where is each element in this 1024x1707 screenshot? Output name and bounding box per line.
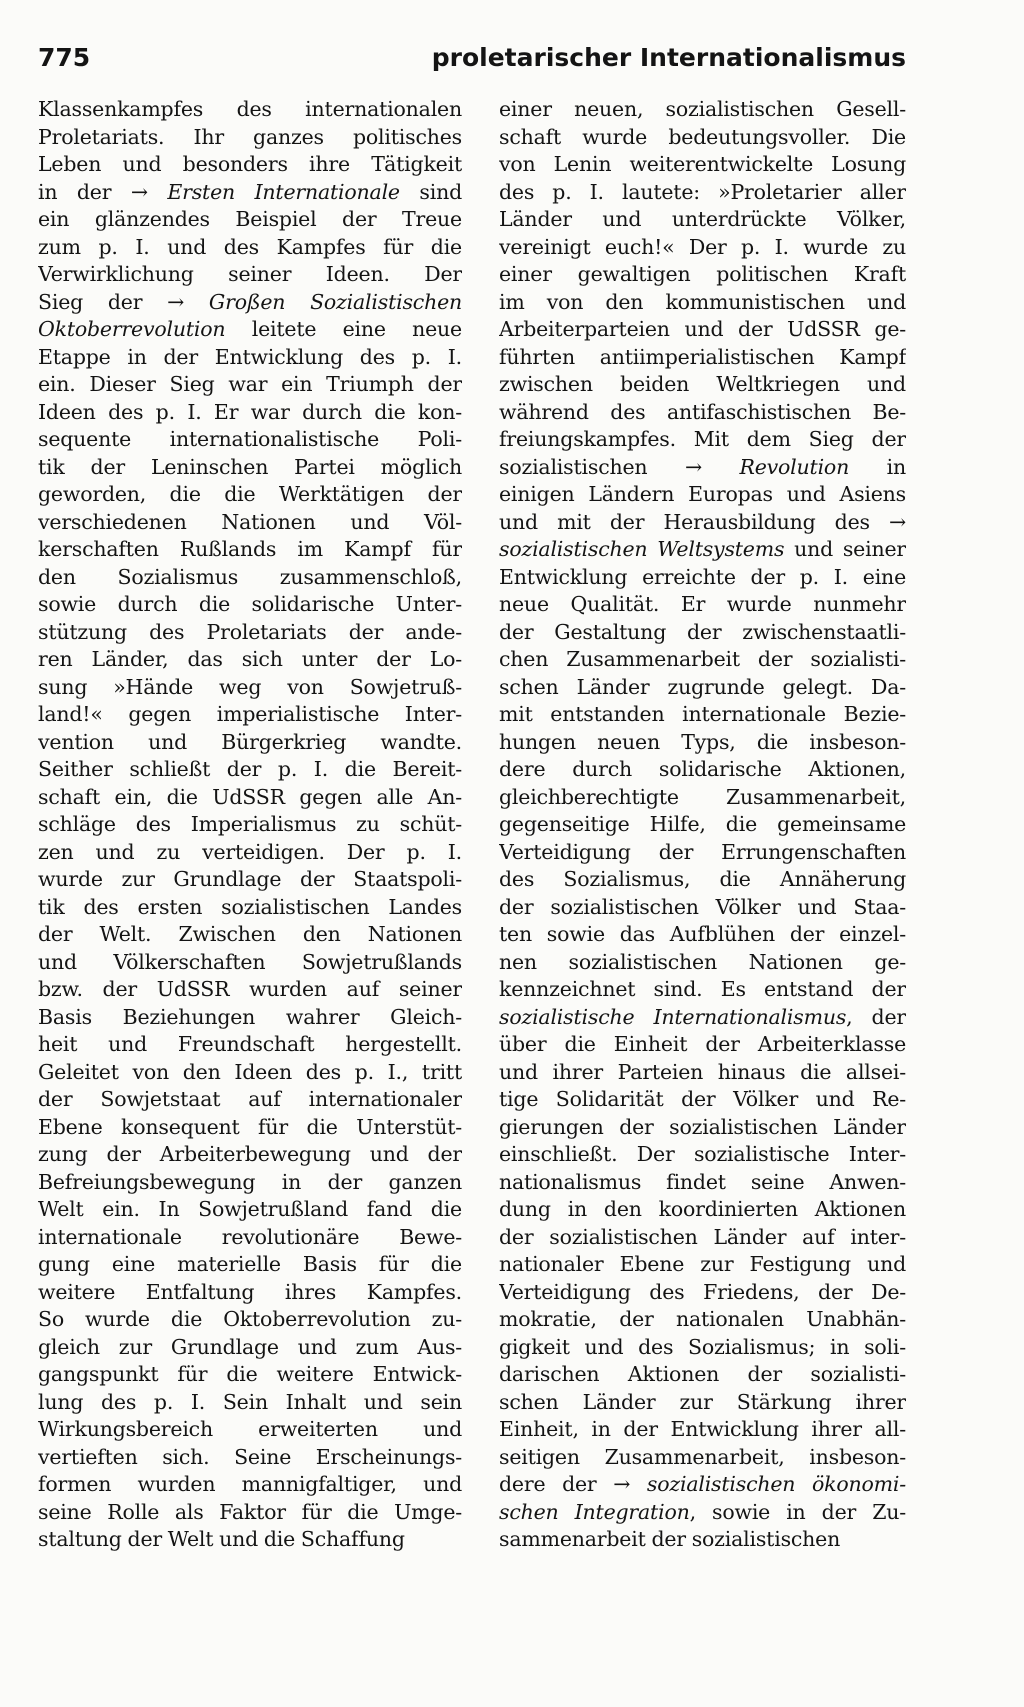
text-line: der sozialistischen Völker und Staa- bbox=[499, 894, 906, 919]
text-line: seine Rolle als Faktor für die Umge- bbox=[38, 1499, 462, 1524]
text-line: sozialistischen Weltsystems und seiner bbox=[499, 537, 906, 561]
text-line: chen Zusammenarbeit der sozialisti- bbox=[499, 647, 906, 671]
text-line: schen Länder zur Stärkung ihrer bbox=[499, 1389, 906, 1414]
text-line: Etappe in der Entwicklung des p. I. bbox=[38, 344, 462, 369]
text-line: Sieg der → Großen Sozialistischen bbox=[38, 289, 462, 314]
text-line: lung des p. I. Sein Inhalt und sein bbox=[38, 1389, 462, 1414]
text-line: einer neuen, sozialistischen Gesell- bbox=[499, 97, 906, 121]
text-line: zwischen beiden Weltkriegen und bbox=[499, 372, 906, 396]
text-line: der sozialistischen Länder auf inter- bbox=[499, 1224, 906, 1249]
text-line: zung der Arbeiterbewegung und der bbox=[38, 1142, 462, 1166]
text-line: staltung der Welt und die Schaffung bbox=[38, 1527, 405, 1551]
running-header bbox=[38, 38, 906, 78]
text-line: internationale revolutionäre Bewe- bbox=[38, 1224, 462, 1249]
text-line: bzw. der UdSSR wurden auf seiner bbox=[38, 977, 462, 1001]
text-line: schläge des Imperialismus zu schüt- bbox=[38, 812, 462, 836]
text-line: Welt ein. In Sowjetrußland fand die bbox=[38, 1197, 462, 1221]
text-line: hungen neuen Typs, die insbeson- bbox=[499, 729, 906, 754]
text-line: darischen Aktionen der sozialisti- bbox=[499, 1362, 906, 1386]
text-line: schaft wurde bedeutungsvoller. Die bbox=[499, 124, 906, 149]
text-line: gegenseitige Hilfe, die gemeinsame bbox=[499, 812, 906, 836]
text-line: Länder und unterdrückte Völker, bbox=[499, 207, 906, 231]
text-line: den Sozialismus zusammenschloß, bbox=[38, 564, 462, 589]
text-line: über die Einheit der Arbeiterklasse bbox=[499, 1032, 906, 1056]
running-title: proletarischer Internationalismus bbox=[431, 43, 906, 72]
text-line: und Völkerschaften Sowjetrußlands bbox=[38, 949, 462, 974]
text-line: nationaler Ebene zur Festigung und bbox=[499, 1252, 906, 1276]
text-line: verschiedenen Nationen und Völ- bbox=[38, 509, 462, 534]
text-line: tige Solidarität der Völker und Re- bbox=[499, 1087, 906, 1111]
text-line: Verwirklichung seiner Ideen. Der bbox=[38, 262, 462, 286]
text-line: ein. Dieser Sieg war ein Triumph der bbox=[38, 372, 462, 396]
text-line: sung »Hände weg von Sowjetruß- bbox=[38, 674, 462, 699]
text-line: So wurde die Oktoberrevolution zu- bbox=[38, 1307, 462, 1331]
text-line: dung in den koordinierten Aktionen bbox=[499, 1197, 906, 1221]
text-line: gung eine materielle Basis für die bbox=[38, 1252, 462, 1276]
text-line: ren Länder, das sich unter der Lo- bbox=[38, 647, 462, 671]
text-line: Klassenkampfes des internationalen bbox=[38, 97, 462, 121]
text-line: Ebene konsequent für die Unterstüt- bbox=[38, 1114, 462, 1139]
text-line: der Sowjetstaat auf internationaler bbox=[38, 1087, 462, 1111]
text-line: führten antiimperialistischen Kampf bbox=[499, 344, 906, 369]
text-line: einigen Ländern Europas und Asiens bbox=[499, 482, 906, 506]
text-line: gangspunkt für die weitere Entwick- bbox=[38, 1362, 462, 1386]
text-column-left bbox=[38, 96, 462, 1554]
text-line: kerschaften Rußlands im Kampf für bbox=[38, 537, 462, 561]
text-line: sequente internationalistische Poli- bbox=[38, 427, 462, 451]
text-line: schaft ein, die UdSSR gegen alle An- bbox=[38, 784, 462, 809]
text-line: kennzeichnet sind. Es entstand der bbox=[499, 977, 906, 1001]
text-line: Proletariats. Ihr ganzes politisches bbox=[38, 124, 462, 149]
text-line: gleich zur Grundlage und zum Aus- bbox=[38, 1334, 462, 1359]
text-line: schen Integration, sowie in der Zu- bbox=[499, 1499, 906, 1524]
text-line: und ihrer Parteien hinaus die allsei- bbox=[499, 1059, 906, 1084]
text-line: Verteidigung des Friedens, der De- bbox=[499, 1279, 906, 1304]
text-line: gleichberechtigte Zusammenarbeit, bbox=[499, 784, 906, 809]
text-line: im von den kommunistischen und bbox=[499, 289, 906, 314]
text-line: vention und Bürgerkrieg wandte. bbox=[38, 729, 462, 754]
text-line: dere der → sozialistischen ökonomi- bbox=[499, 1472, 906, 1496]
text-line: vereinigt euch!« Der p. I. wurde zu bbox=[499, 234, 906, 259]
text-line: tik der Leninschen Partei möglich bbox=[38, 454, 462, 479]
text-line: zum p. I. und des Kampfes für die bbox=[38, 234, 462, 259]
text-line: Geleitet von den Ideen des p. I., tritt bbox=[38, 1059, 462, 1084]
text-line: sozialistische Internationalismus, der bbox=[499, 1004, 906, 1029]
text-line: sozialistischen → Revolution in bbox=[499, 454, 906, 479]
text-line: nationalismus findet seine Anwen- bbox=[499, 1169, 906, 1194]
text-line: Leben und besonders ihre Tätigkeit bbox=[38, 152, 462, 176]
text-line: in der → Ersten Internationale sind bbox=[38, 179, 462, 204]
text-line: mokratie, der nationalen Unabhän- bbox=[499, 1307, 906, 1331]
text-line: gierungen der sozialistischen Länder bbox=[499, 1114, 906, 1139]
text-line: und mit der Herausbildung des → bbox=[499, 509, 906, 534]
text-line: Oktoberrevolution leitete eine neue bbox=[38, 317, 462, 341]
text-line: Arbeiterparteien und der UdSSR ge- bbox=[499, 317, 906, 341]
text-line: des Sozialismus, die Annäherung bbox=[499, 867, 906, 891]
page-number: 775 bbox=[38, 43, 91, 72]
text-line: formen wurden mannigfaltiger, und bbox=[38, 1472, 462, 1496]
text-line: seitigen Zusammenarbeit, insbeson- bbox=[499, 1444, 906, 1469]
text-line: der Gestaltung der zwischenstaatli- bbox=[499, 619, 906, 644]
text-line: Ideen des p. I. Er war durch die kon- bbox=[38, 399, 462, 424]
text-line: stützung des Proletariats der ande- bbox=[38, 619, 462, 644]
text-line: zen und zu verteidigen. Der p. I. bbox=[38, 839, 462, 864]
text-line: tik des ersten sozialistischen Landes bbox=[38, 894, 462, 919]
text-line: ein glänzendes Beispiel der Treue bbox=[38, 207, 462, 231]
text-line: sowie durch die solidarische Unter- bbox=[38, 592, 462, 616]
text-line: geworden, die die Werktätigen der bbox=[38, 482, 462, 506]
text-line: neue Qualität. Er wurde nunmehr bbox=[499, 592, 906, 616]
text-line: mit entstanden internationale Bezie- bbox=[499, 702, 906, 726]
text-line: land!« gegen imperialistische Inter- bbox=[38, 702, 462, 726]
text-column-right bbox=[499, 96, 906, 1554]
text-line: heit und Freundschaft hergestellt. bbox=[38, 1032, 462, 1056]
text-line: wurde zur Grundlage der Staatspoli- bbox=[38, 867, 462, 891]
text-line: von Lenin weiterentwickelte Losung bbox=[499, 152, 906, 176]
text-line: Seither schließt der p. I. die Bereit- bbox=[38, 757, 462, 781]
text-line: Verteidigung der Errungenschaften bbox=[499, 839, 906, 864]
text-line: des p. I. lautete: »Proletarier aller bbox=[499, 179, 906, 204]
text-line: freiungskampfes. Mit dem Sieg der bbox=[499, 427, 906, 451]
text-line: der Welt. Zwischen den Nationen bbox=[38, 922, 462, 946]
text-line: weitere Entfaltung ihres Kampfes. bbox=[38, 1279, 462, 1304]
text-line: Befreiungsbewegung in der ganzen bbox=[38, 1169, 462, 1194]
text-line: Wirkungsbereich erweiterten und bbox=[38, 1417, 462, 1441]
text-line: Einheit, in der Entwicklung ihrer all- bbox=[499, 1417, 906, 1441]
text-line: einer gewaltigen politischen Kraft bbox=[499, 262, 906, 286]
text-line: gigkeit und des Sozialismus; in soli- bbox=[499, 1334, 906, 1359]
text-line: während des antifaschistischen Be- bbox=[499, 399, 906, 424]
text-line: einschließt. Der sozialistische Inter- bbox=[499, 1142, 906, 1166]
text-line: vertieften sich. Seine Erscheinungs- bbox=[38, 1444, 462, 1469]
text-line: nen sozialistischen Nationen ge- bbox=[499, 949, 906, 974]
text-line: ten sowie das Aufblühen der einzel- bbox=[499, 922, 906, 946]
text-line: dere durch solidarische Aktionen, bbox=[499, 757, 906, 781]
text-line: Entwicklung erreichte der p. I. eine bbox=[499, 564, 906, 589]
text-line: sammenarbeit der sozialistischen bbox=[499, 1527, 841, 1551]
text-line: schen Länder zugrunde gelegt. Da- bbox=[499, 674, 906, 699]
text-line: Basis Beziehungen wahrer Gleich- bbox=[38, 1004, 462, 1029]
